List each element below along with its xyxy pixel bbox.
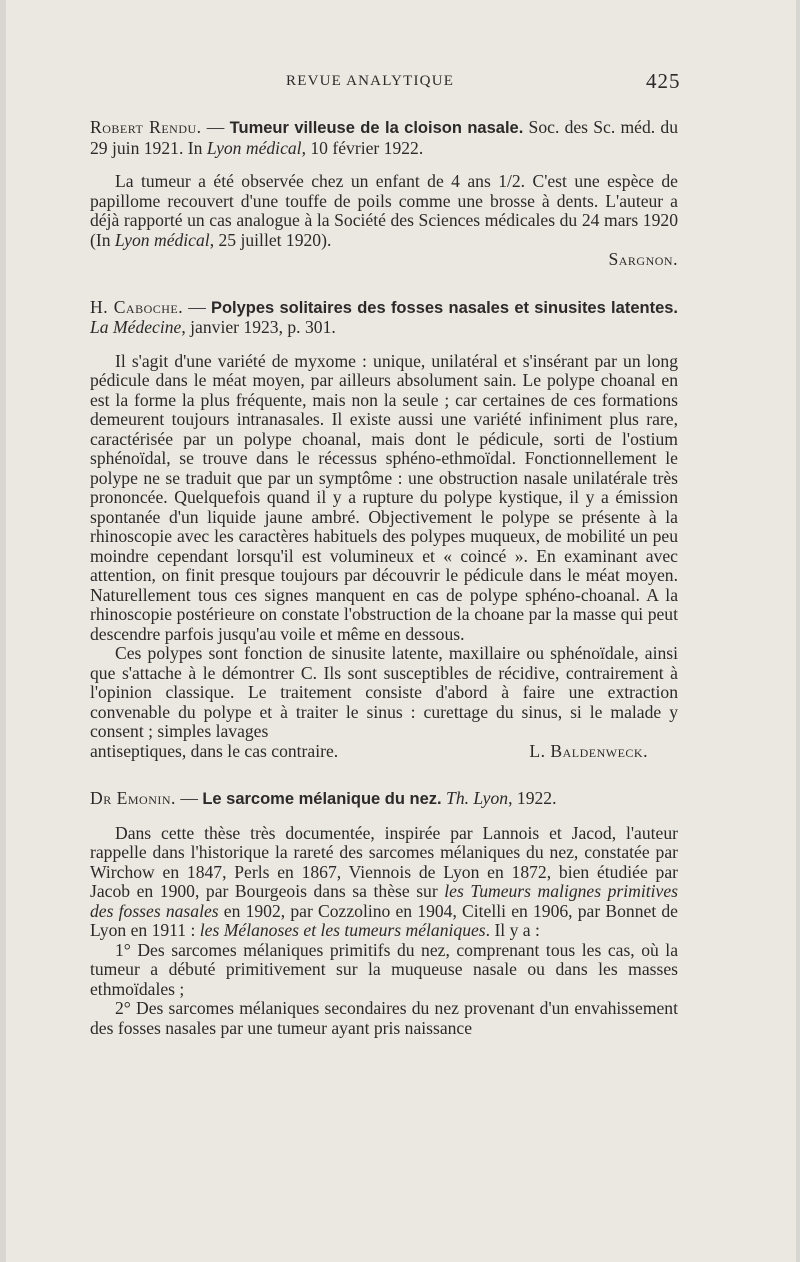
entry-1-title: Tumeur villeuse de la cloison nasale. — [229, 119, 524, 137]
entry-3-title: Le sarcome mélanique du nez. — [202, 790, 442, 808]
entry-2-paragraph-1: Il s'agit d'une variété de myxome : unique, unilatéral et s'insérant par un long pédicule dans le méat moyen, par ailleurs absolument sain. Le polype choanal en est la forme la plus fréquente, mais non la seule ; car certaines de ces formations demeurent toujours intranasales. Il existe aussi une variété infiniment plus rare, caractérisée par un polype choanal, mais dont le pédicule, sorti de l'ostium sphénoïdal, se trouve dans le récessus sphéno-ethmoïdal. Fonctionnellement le polype ne se traduit que par un symptôme : une obstruction nasale unilatérale très prononcée. Quelquefois quand il y a rupture du polype kystique, il y a émission spontanée d'un liquide jaune ambré. Objectivement le polype se présente à la rhinoscopie avec les caractères habituels des polypes muqueux, de mobilité un peu moindre cependant lorsqu'il est volumineux et « coincé ». En examinant avec attention, on finit presque toujours par découvrir le pédicule dans le méat moyen. Naturellement tous ces signes manquent en cas de polype sphéno-choanal. A la rhinoscopie postérieure on constate l'obstruction de la choane par la masse qui peut descendre parfois jusqu'au voile et même en dessous. — [90, 350, 678, 644]
page-header — [6, 69, 796, 97]
entry-2-paragraph-2: Ces polypes sont fonction de sinusite latente, maxillaire ou sphénoïdale, ainsi que s'attache à le démontrer C. Ils sont susceptibles de récidive, contrairement à l'opinion classique. Le traitement consiste d'abord à faire une extraction convenable du polype et à traiter le sinus : curettage du sinus, si le malade y consent ; simples lavages — [90, 643, 678, 741]
entry-1-body-journal: Lyon médical — [114, 229, 210, 250]
entry-2-title: Polypes solitaires des fosses nasales et sinusites latentes. — [210, 298, 679, 317]
entry-3-heading — [90, 789, 678, 810]
entry-3-ref: , 1922. — [508, 788, 557, 808]
entry-1-signature: Sargnon. — [608, 249, 678, 269]
entry-1-ref2: , 10 février 1922. — [301, 137, 424, 158]
entry-1-dash: — — [201, 117, 230, 137]
entry-3-dash: — — [175, 788, 203, 808]
entry-2-author: H. Caboche. — [90, 296, 184, 317]
entry-1-author: Robert Rendu. — [90, 117, 202, 137]
entry-3-paragraph-1 — [90, 824, 678, 941]
entry-2-heading — [90, 298, 678, 338]
entry-3-para1-italic-2: les Mélanoses et les tumeurs mélaniques — [199, 920, 486, 940]
page-number: 425 — [646, 69, 681, 93]
entry-3-para1-b: en 1902, par Cozzolino en 1904, Citelli en 1906, par Bonnet de Lyon en 1911 : — [90, 900, 678, 940]
entry-1-body-b: , 25 juillet 1920). — [209, 229, 332, 250]
entry-3-ref-th: Th. Lyon — [441, 788, 509, 808]
book-page — [6, 0, 796, 1262]
entry-2-paragraph-2-end: antiseptiques, dans le cas contraire. — [90, 740, 339, 761]
entry-3-item-1: 1° Des sarcomes mélaniques primitifs du nez, comprenant tous les cas, où la tumeur a débuté primitivement sur la muqueuse nasale ou dans les masses ethmoïdales ; — [90, 939, 678, 999]
entry-1-ref: Soc. des Sc. méd. du 29 juin 1921. In — [90, 117, 679, 158]
running-title: REVUE ANALYTIQUE — [286, 73, 455, 89]
page-body — [90, 118, 678, 1038]
entry-2-last-line — [90, 742, 678, 762]
entry-3-item-2: 2° Des sarcomes mélaniques secondaires du nez provenant d'un envahissement des fosses nasales par une tumeur ayant pris naissance — [90, 998, 678, 1038]
entry-3-author: Dr Emonin. — [90, 788, 176, 808]
entry-1-body — [90, 172, 678, 250]
entry-2-ref: , janvier 1923, p. 301. — [181, 317, 336, 337]
entry-1-heading — [90, 118, 678, 158]
entry-2-journal: La Médecine — [90, 317, 182, 337]
entry-2-dash: — — [183, 296, 211, 317]
entry-2-signature: L. Baldenweck. — [529, 740, 648, 761]
entry-1-body-a: La tumeur a été observée chez un enfant de 4 ans 1/2. C'est une espèce de papillome recouvert d'une touffe de poils comme une brosse à dents. L'auteur a déjà rapporté un cas analogue à la Société des Sciences médicales du 24 mars 1920 (In — [90, 171, 678, 250]
entry-1-journal: Lyon médical — [206, 137, 302, 158]
entry-3-para1-italic-1: les Tumeurs malignes primitives des fosses nasales — [90, 881, 678, 921]
entry-3-para1-a: Dans cette thèse très documentée, inspirée par Lannois et Jacod, l'auteur rappelle dans l'historique la rareté des sarcomes mélaniques du nez, constatée par Wirchow en 1847, Perls en 1867, Viennois de Lyon en 1872, bien étudiée par Jacob en 1900, par Bourgeois dans sa thèse sur — [90, 822, 678, 901]
entry-3-para1-c: . Il y a : — [485, 920, 540, 940]
